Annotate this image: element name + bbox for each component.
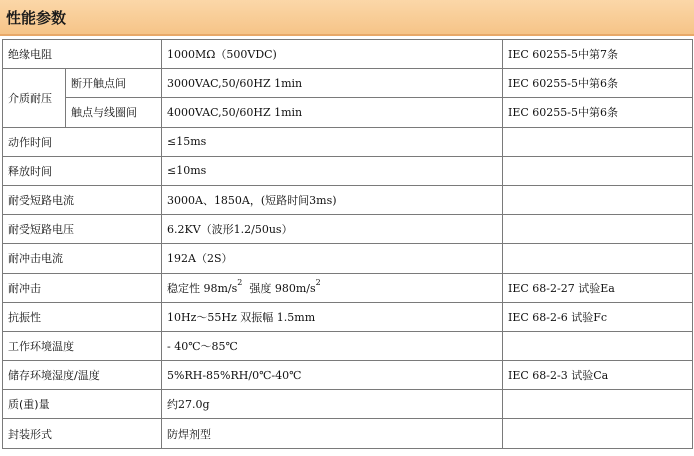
row-label: 质(重)量 [3,390,162,419]
table-row [3,69,693,98]
spec-table [2,39,693,449]
row-standard: IEC 68-2-6 试验Fc [503,302,693,331]
row-label: 耐受短路电压 [3,215,162,244]
row-standard [503,185,693,214]
row-standard: IEC 68-2-3 试验Ca [503,361,693,390]
row-value: ≤10ms [162,156,503,185]
row-label: 工作环境温度 [3,331,162,360]
row-value: 10Hz～55Hz 双振幅 1.5mm [162,302,503,331]
row-label: 释放时间 [3,156,162,185]
row-group-label: 介质耐压 [3,69,66,127]
table-row [3,390,693,419]
row-value: 约27.0g [162,390,503,419]
row-standard [503,156,693,185]
row-standard: IEC 60255-5中第7条 [503,40,693,69]
superscript: 2 [315,277,321,287]
row-standard [503,419,693,448]
row-value: 防焊剂型 [162,419,503,448]
section-title: 性能参数 [6,9,67,27]
row-label: 动作时间 [3,127,162,156]
table-row [3,156,693,185]
row-value: - 40℃～85℃ [162,331,503,360]
section-header [0,0,694,36]
row-label: 触点与线圈间 [66,98,162,127]
row-label: 断开触点间 [66,69,162,98]
row-value: 192A（2S） [162,244,503,273]
row-standard [503,215,693,244]
row-value: 4000VAC,50/60HZ 1min [162,98,503,127]
value-strength: 强度 980m/s [249,281,316,295]
row-value: 6.2KV（波形1.2/50us） [162,215,503,244]
row-standard [503,244,693,273]
row-label: 封装形式 [3,419,162,448]
row-value: 3000A、1850A，(短路时间3ms) [162,185,503,214]
table-row [3,185,693,214]
table-row [3,419,693,448]
row-value [162,273,503,302]
row-standard: IEC 60255-5中第6条 [503,69,693,98]
row-value: ≤15ms [162,127,503,156]
row-value: 5%RH-85%RH/0℃-40℃ [162,361,503,390]
row-value: 3000VAC,50/60HZ 1min [162,69,503,98]
row-label: 储存环境湿度/温度 [3,361,162,390]
row-label: 耐冲击电流 [3,244,162,273]
table-row [3,361,693,390]
row-label: 耐受短路电流 [3,185,162,214]
table-row [3,215,693,244]
table-row [3,40,693,69]
table-row [3,331,693,360]
row-standard: IEC 60255-5中第6条 [503,98,693,127]
table-row [3,127,693,156]
row-standard: IEC 68-2-27 试验Ea [503,273,693,302]
table-row [3,302,693,331]
row-value: 1000MΩ（500VDC) [162,40,503,69]
row-standard [503,331,693,360]
table-row [3,98,693,127]
table-row [3,244,693,273]
row-label: 抗振性 [3,302,162,331]
row-label: 绝缘电阻 [3,40,162,69]
superscript: 2 [237,277,243,287]
table-row [3,273,693,302]
row-standard [503,127,693,156]
value-stability: 稳定性 98m/s [167,281,238,295]
row-label: 耐冲击 [3,273,162,302]
row-standard [503,390,693,419]
